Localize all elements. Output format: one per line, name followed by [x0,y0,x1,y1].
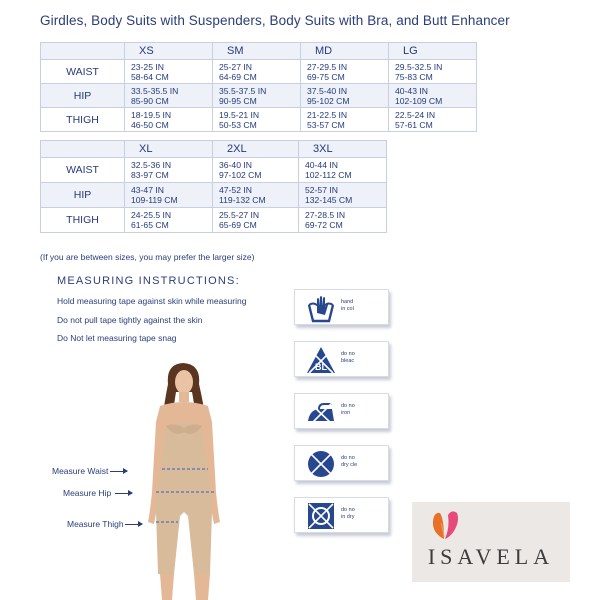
care-label-line1: do no [341,351,355,357]
hand-wash-icon [306,293,336,323]
size-header-2xl: 2XL [213,141,299,158]
table-cell: 18-19.5 IN 46-50 CM [125,108,213,132]
care-label-line2: dry cle [341,462,358,468]
care-card-hand-wash [294,289,389,325]
row-label-thigh: THIGH [41,108,125,132]
measure-thigh-label: Measure Thigh [67,519,124,529]
table-cell: 43-47 IN 109-119 CM [125,183,213,208]
table-cell: 37.5-40 IN 95-102 CM [301,84,389,108]
measuring-title: MEASURING INSTRUCTIONS: [57,275,240,287]
care-label-line1: do no [341,403,355,409]
table-cell: 25-27 IN 64-69 CM [213,60,301,84]
do-not-dry-clean-icon [306,449,336,479]
care-label-line2: in dry [341,514,355,520]
care-label-line2: in col [341,306,354,312]
do-not-bleach-icon [306,345,336,375]
row-label-waist: WAIST [41,158,125,183]
row-label-hip: HIP [41,84,125,108]
table-cell: 27-28.5 IN 69-72 CM [299,208,387,233]
row-label-thigh: THIGH [41,208,125,233]
row-label-waist: WAIST [41,60,125,84]
care-label-line1: do no [341,455,355,461]
table-cell: 27-29.5 IN 69-75 CM [301,60,389,84]
thigh-arrow-icon [125,524,142,525]
size-header-lg: LG [389,43,477,60]
table-cell: 23-25 IN 58-64 CM [125,60,213,84]
size-header-xl: XL [125,141,213,158]
measuring-line-3: Do Not let measuring tape snag [57,333,177,343]
measure-waist-label: Measure Waist [52,466,109,476]
table-cell: 35.5-37.5 IN 90-95 CM [213,84,301,108]
table-cell: 36-40 IN 97-102 CM [213,158,299,183]
size-table-xl-3xl [40,140,387,233]
table-cell: 47-52 IN 119-132 CM [213,183,299,208]
care-card-do-not-dry-clean [294,445,389,481]
table-corner [41,43,125,60]
table-cell: 22.5-24 IN 57-61 CM [389,108,477,132]
table-cell: 25.5-27 IN 65-69 CM [213,208,299,233]
brand-logo [412,502,570,582]
table-cell: 32.5-36 IN 83-97 CM [125,158,213,183]
table-cell: 29.5-32.5 IN 75-83 CM [389,60,477,84]
table-cell: 52-57 IN 132-145 CM [299,183,387,208]
table-cell: 19.5-21 IN 50-53 CM [213,108,301,132]
care-label-line2: iron [341,410,351,416]
do-not-iron-icon [306,397,336,427]
size-note: (If you are between sizes, you may prefer the larger size) [40,252,255,262]
care-label-line1: hand [341,299,354,305]
table-cell: 40-43 IN 102-109 CM [389,84,477,108]
care-card-do-not-bleach [294,341,389,377]
page-title: Girdles, Body Suits with Suspenders, Body Suits with Bra, and Butt Enhancer [40,13,510,28]
bleach-symbol-text: BL [315,362,327,372]
table-cell: 21-22.5 IN 53-57 CM [301,108,389,132]
care-label-line1: do no [341,507,355,513]
do-not-tumble-dry-icon [306,501,336,531]
hip-arrow-icon [115,493,132,494]
measuring-line-1: Hold measuring tape against skin while measuring [57,296,247,306]
waist-arrow-icon [110,471,127,472]
table-corner [41,141,125,158]
care-card-do-not-iron [294,393,389,429]
size-table-xs-lg [40,42,477,132]
size-header-xs: XS [125,43,213,60]
size-header-3xl: 3XL [299,141,387,158]
row-label-hip: HIP [41,183,125,208]
measure-hip-label: Measure Hip [63,488,112,498]
care-label-line2: bleac [341,358,355,364]
brand-name: ISAVELA [427,544,555,569]
measuring-line-2: Do not pull tape tightly against the skin [57,315,203,325]
table-cell: 33.5-35.5 IN 85-90 CM [125,84,213,108]
table-cell: 40-44 IN 102-112 CM [299,158,387,183]
care-card-do-not-tumble-dry [294,497,389,533]
size-header-sm: SM [213,43,301,60]
model-figure [138,362,233,600]
butterfly-icon [430,507,460,541]
size-header-md: MD [301,43,389,60]
table-cell: 24-25.5 IN 61-65 CM [125,208,213,233]
